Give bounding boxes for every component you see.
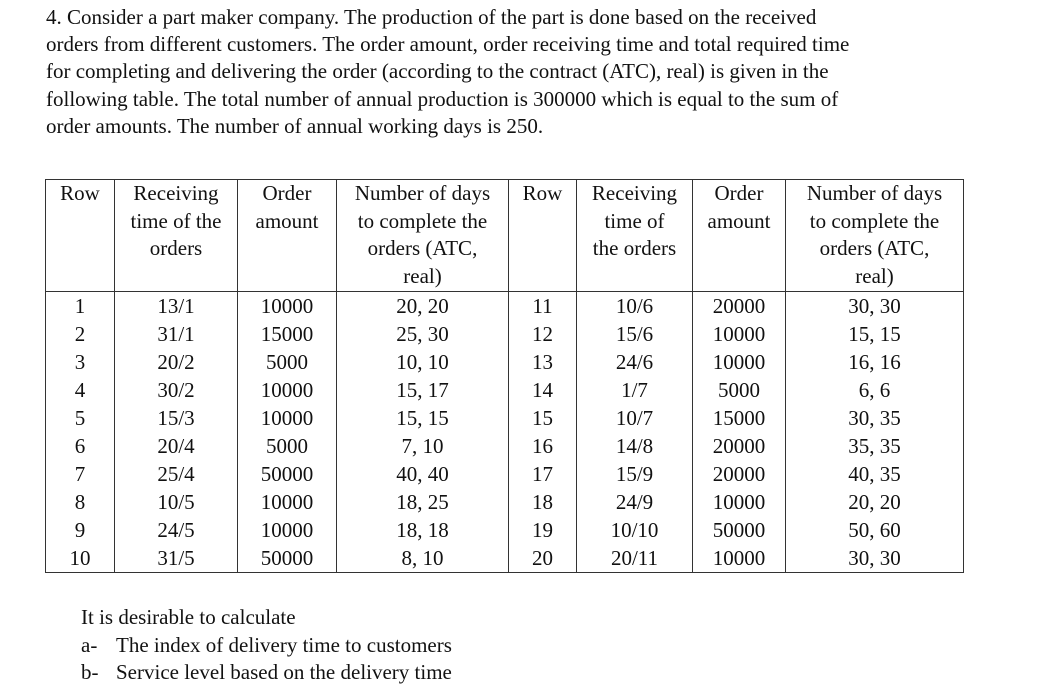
cell-days: 15, 17 <box>337 376 509 404</box>
cell-order-amount: 50000 <box>693 516 786 544</box>
cell-days: 30, 35 <box>786 404 964 432</box>
problem-line: 4. Consider a part maker company. The production of the part is done based on the received <box>46 5 817 29</box>
cell-receiving-time: 14/8 <box>577 432 693 460</box>
tasks-section <box>81 604 452 687</box>
cell-row: 10 <box>46 544 115 573</box>
cell-row: 8 <box>46 488 115 516</box>
problem-line: for completing and delivering the order (according to the contract (ATC), real) is given in the <box>46 59 829 84</box>
problem-line: orders from different customers. The order amount, order receiving time and total required time <box>46 32 850 57</box>
cell-receiving-time: 20/11 <box>577 544 693 573</box>
cell-order-amount: 10000 <box>238 488 337 516</box>
cell-row: 1 <box>46 292 115 321</box>
cell-row: 15 <box>509 404 577 432</box>
table-row <box>46 432 964 460</box>
table-row <box>46 404 964 432</box>
cell-order-amount: 15000 <box>238 320 337 348</box>
cell-order-amount: 50000 <box>238 460 337 488</box>
cell-receiving-time: 10/6 <box>577 292 693 321</box>
cell-row: 18 <box>509 488 577 516</box>
task-text: Service level based on the delivery time <box>116 660 452 684</box>
cell-days: 30, 30 <box>786 544 964 573</box>
cell-row: 11 <box>509 292 577 321</box>
cell-days: 20, 20 <box>786 488 964 516</box>
cell-receiving-time: 24/5 <box>115 516 238 544</box>
cell-row: 16 <box>509 432 577 460</box>
cell-days: 30, 30 <box>786 292 964 321</box>
cell-order-amount: 10000 <box>693 320 786 348</box>
cell-days: 40, 40 <box>337 460 509 488</box>
problem-statement <box>46 4 1006 140</box>
cell-receiving-time: 24/6 <box>577 348 693 376</box>
orders-table <box>45 179 964 573</box>
cell-receiving-time: 31/1 <box>115 320 238 348</box>
cell-days: 18, 18 <box>337 516 509 544</box>
task-marker: b- <box>81 660 99 684</box>
cell-receiving-time: 20/4 <box>115 432 238 460</box>
cell-order-amount: 20000 <box>693 460 786 488</box>
cell-row: 2 <box>46 320 115 348</box>
table-row <box>46 544 964 573</box>
cell-receiving-time: 10/7 <box>577 404 693 432</box>
cell-days: 7, 10 <box>337 432 509 460</box>
cell-receiving-time: 10/5 <box>115 488 238 516</box>
cell-row: 3 <box>46 348 115 376</box>
table-row <box>46 376 964 404</box>
cell-order-amount: 10000 <box>238 376 337 404</box>
task-text: The index of delivery time to customers <box>116 632 452 657</box>
cell-order-amount: 5000 <box>238 432 337 460</box>
cell-order-amount: 15000 <box>693 404 786 432</box>
cell-order-amount: 50000 <box>238 544 337 573</box>
cell-receiving-time: 13/1 <box>115 292 238 321</box>
cell-order-amount: 20000 <box>693 292 786 321</box>
task-item <box>81 632 452 660</box>
table-row <box>46 292 964 321</box>
cell-days: 50, 60 <box>786 516 964 544</box>
cell-row: 9 <box>46 516 115 544</box>
header-days-to-complete: Number of days to complete the orders (ATC, real) <box>786 180 964 292</box>
cell-order-amount: 10000 <box>693 544 786 573</box>
cell-row: 17 <box>509 460 577 488</box>
problem-line: order amounts. The number of annual working days is 250. <box>46 113 544 138</box>
cell-receiving-time: 25/4 <box>115 460 238 488</box>
header-order-amount: Order amount <box>238 180 337 292</box>
table-header-row <box>46 180 964 292</box>
table-row <box>46 488 964 516</box>
cell-receiving-time: 20/2 <box>115 348 238 376</box>
cell-receiving-time: 15/3 <box>115 404 238 432</box>
cell-days: 25, 30 <box>337 320 509 348</box>
cell-days: 35, 35 <box>786 432 964 460</box>
cell-receiving-time: 10/10 <box>577 516 693 544</box>
cell-order-amount: 10000 <box>238 516 337 544</box>
cell-row: 4 <box>46 376 115 404</box>
cell-receiving-time: 31/5 <box>115 544 238 573</box>
header-row-number: Row <box>509 180 577 292</box>
header-receiving-time: Receiving time of the orders <box>577 180 693 292</box>
cell-receiving-time: 15/6 <box>577 320 693 348</box>
cell-order-amount: 5000 <box>693 376 786 404</box>
cell-row: 20 <box>509 544 577 573</box>
cell-row: 5 <box>46 404 115 432</box>
cell-receiving-time: 15/9 <box>577 460 693 488</box>
cell-row: 6 <box>46 432 115 460</box>
task-item <box>81 659 452 687</box>
cell-order-amount: 20000 <box>693 432 786 460</box>
cell-days: 15, 15 <box>786 320 964 348</box>
cell-row: 12 <box>509 320 577 348</box>
cell-row: 13 <box>509 348 577 376</box>
cell-receiving-time: 30/2 <box>115 376 238 404</box>
cell-row: 14 <box>509 376 577 404</box>
table-row <box>46 460 964 488</box>
cell-receiving-time: 24/9 <box>577 488 693 516</box>
header-order-amount: Order amount <box>693 180 786 292</box>
table-row <box>46 348 964 376</box>
cell-order-amount: 10000 <box>238 404 337 432</box>
cell-days: 8, 10 <box>337 544 509 573</box>
cell-order-amount: 10000 <box>238 292 337 321</box>
header-row-number: Row <box>46 180 115 292</box>
cell-row: 7 <box>46 460 115 488</box>
cell-days: 40, 35 <box>786 460 964 488</box>
cell-receiving-time: 1/7 <box>577 376 693 404</box>
header-receiving-time: Receiving time of the orders <box>115 180 238 292</box>
cell-days: 15, 15 <box>337 404 509 432</box>
tasks-intro: It is desirable to calculate <box>81 605 296 629</box>
cell-order-amount: 10000 <box>693 348 786 376</box>
cell-row: 19 <box>509 516 577 544</box>
cell-days: 20, 20 <box>337 292 509 321</box>
header-days-to-complete: Number of days to complete the orders (ATC, real) <box>337 180 509 292</box>
cell-days: 18, 25 <box>337 488 509 516</box>
task-marker: a- <box>81 632 98 657</box>
cell-days: 6, 6 <box>786 376 964 404</box>
table-row <box>46 516 964 544</box>
cell-order-amount: 10000 <box>693 488 786 516</box>
cell-days: 16, 16 <box>786 348 964 376</box>
table-row <box>46 320 964 348</box>
cell-days: 10, 10 <box>337 348 509 376</box>
problem-line: following table. The total number of annual production is 300000 which is equal to the sum of <box>46 86 839 111</box>
cell-order-amount: 5000 <box>238 348 337 376</box>
